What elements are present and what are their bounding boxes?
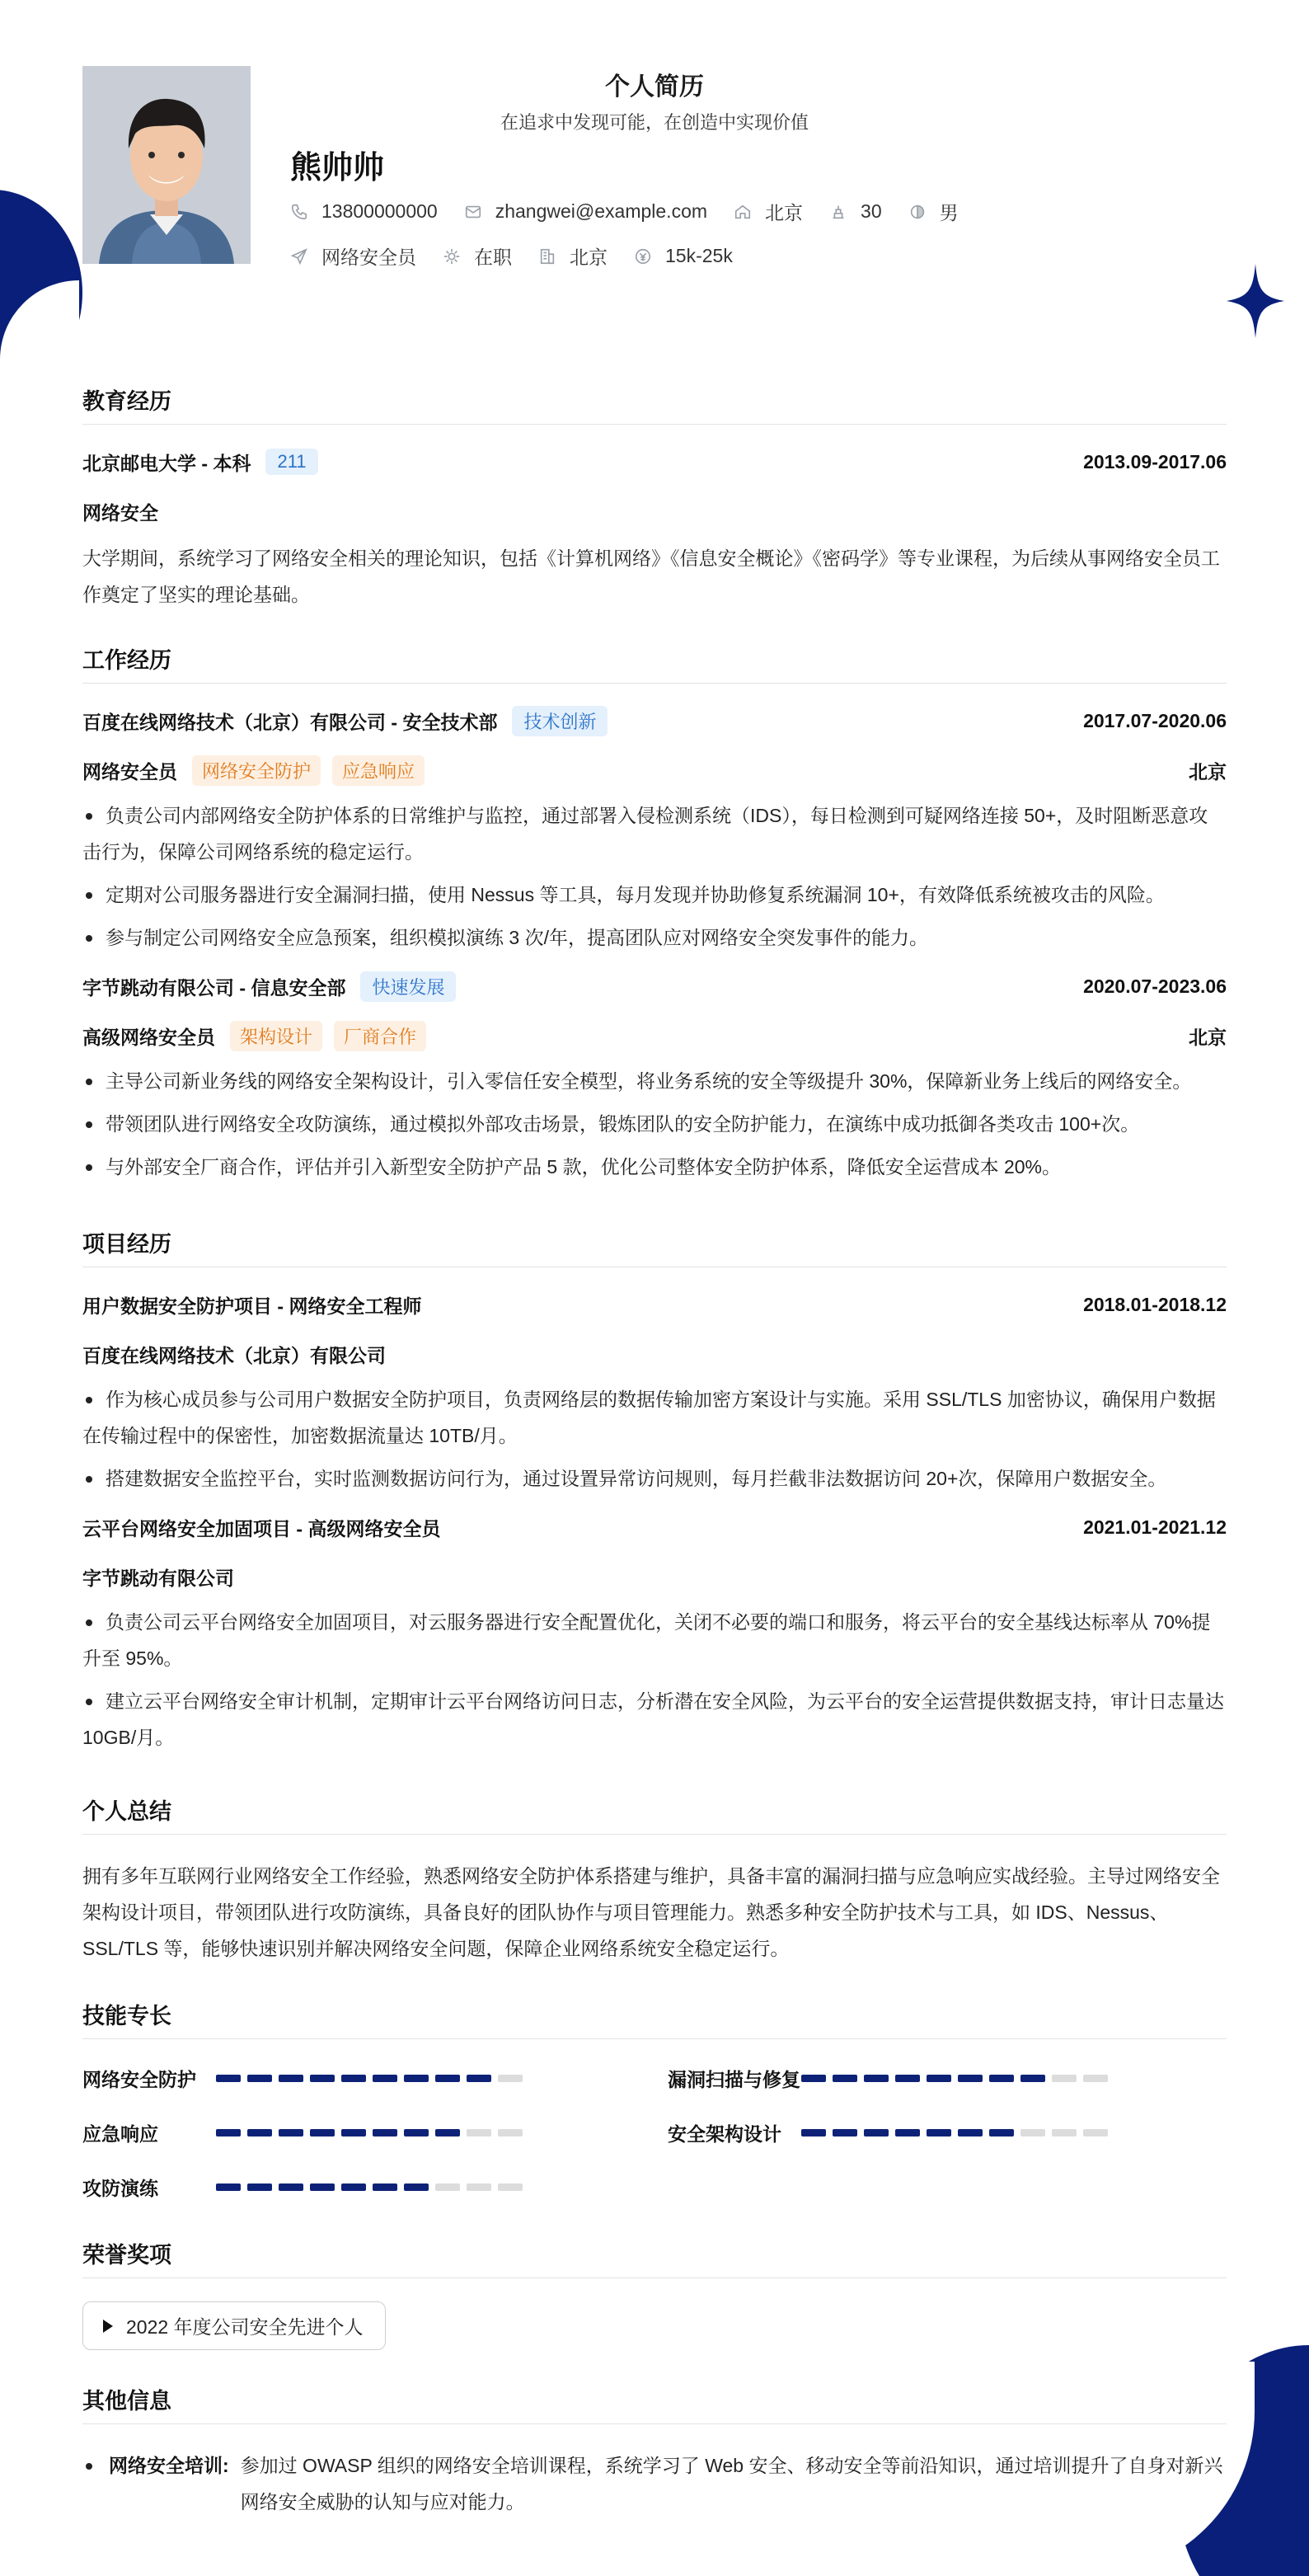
company-tag: 快速发展 [360,971,456,1002]
honors-section [82,2237,1227,2350]
list-item: 带领团队进行网络安全攻防演练，通过模拟外部攻击场景，锻炼团队的安全防护能力，在演练中成功抵御各类攻击 100+次。 [82,1106,1227,1142]
summary-title: 个人总结 [82,1793,1227,1835]
skill-level-segment [895,2075,920,2082]
skill-level-segment [341,2075,366,2082]
work-entry [82,972,1227,1185]
job-intent-row [290,242,759,270]
other-title: 其他信息 [82,2383,1227,2424]
project-bullets [82,1381,1227,1497]
work-bullets [82,797,1227,956]
city-text: 北京 [765,202,804,223]
skill-level-segment [1052,2129,1077,2136]
city-item [734,198,803,225]
age-item [829,200,882,223]
company-tag: 技术创新 [512,706,608,736]
skill-level-segment [467,2183,491,2191]
target-city-item [538,242,608,270]
skill-level-segment [895,2129,920,2136]
skill-level-segment [216,2075,241,2082]
work-role: 高级网络安全员 [82,1026,215,1048]
work-role-row [82,1022,1227,1050]
skill-level-segment [498,2129,523,2136]
award-text: 2022 年度公司安全先进个人 [126,2316,364,2338]
document-title: 个人简历 [605,73,704,101]
skill-name: 安全架构设计 [668,2122,781,2145]
skills-section [82,1998,1227,2202]
skill-level-segment [467,2129,491,2136]
skill-level-segment [216,2129,241,2136]
work-title: 工作经历 [82,642,1227,684]
project-company: 字节跳动有限公司 [82,1567,234,1589]
skill-level-segment [864,2129,889,2136]
skill-tag: 网络安全防护 [192,755,321,786]
status-icon [443,247,461,266]
skill-level-segment [435,2129,460,2136]
salary-text: 15k-25k [665,245,733,266]
play-triangle-icon [103,2320,113,2333]
gender-item [908,198,959,225]
mail-icon [464,203,482,221]
skill-item [82,2062,668,2094]
project-section [82,1226,1227,1756]
skill-tag: 厂商合作 [334,1021,426,1051]
email-item [464,200,707,223]
list-item: 建立云平台网络安全审计机制，定期审计云平台网络访问日志，分析潜在安全风险，为云平台的安全运营提供数据支持，审计日志量达 10GB/月。 [82,1683,1227,1756]
phone-text: 13800000000 [321,200,438,222]
work-role-row [82,756,1227,784]
skill-tag: 架构设计 [230,1021,322,1051]
project-entry [82,1513,1227,1756]
skill-level-segment [216,2183,241,2191]
work-entry-head [82,972,1227,1000]
skill-level-segment [1020,2075,1045,2082]
list-item: 搭建数据安全监控平台，实时监测数据访问行为，通过设置异常访问规则，每月拦截非法数据访问 20+次，保障用户数据安全。 [82,1460,1227,1497]
age-icon [829,203,847,221]
phone-icon [290,203,308,221]
skill-level-segment [404,2129,429,2136]
skill-level-segment [927,2075,951,2082]
skill-level-segment [279,2075,303,2082]
list-item: 主导公司新业务线的网络安全架构设计，引入零信任安全模型，将业务系统的安全等级提升 30%，保障新业务上线后的网络安全。 [82,1063,1227,1099]
resume-header [82,66,1227,338]
project-period: 2021.01-2021.12 [1083,1516,1227,1538]
project-company-row [82,1563,1227,1591]
education-major-row [82,497,1227,525]
position-text: 网络安全员 [321,247,416,268]
skill-name: 应急响应 [82,2122,158,2145]
other-item-value: 参加过 OWASP 组织的网络安全培训课程，系统学习了 Web 安全、移动安全等前沿知识，通过培训提升了自身对新兴网络安全威胁的认知与应对能力。 [240,2455,1223,2513]
skill-name: 网络安全防护 [82,2068,196,2090]
education-period: 2013.09-2017.06 [1083,450,1227,472]
skill-item [82,2171,668,2202]
work-company: 字节跳动有限公司 - 信息安全部 [82,976,346,999]
summary-text: 拥有多年互联网行业网络安全工作经验，熟悉网络安全防护体系搭建与维护，具备丰富的漏洞扫描与应急响应实战经验。主导过网络安全架构设计项目，带领团队进行攻防演练，具备良好的团队协作与项目管理能力。熟悉多种安全防护技术与工具，如 IDS、Nessus、SSL/TLS 等，能够快速识别并解决网络安全问题，保障企业网络系统安全稳定运行。 [82,1865,1220,1959]
skill-level-segment [989,2075,1014,2082]
skills-title: 技能专长 [82,1998,1227,2039]
work-period: 2017.07-2020.06 [1083,709,1227,731]
list-item: 与外部安全厂商合作，评估并引入新型安全防护产品 5 款，优化公司整体安全防护体系，降低安全运营成本 20%。 [82,1149,1227,1185]
skill-level-bar [216,2075,529,2082]
project-title: 项目经历 [82,1226,1227,1267]
project-entry-head [82,1290,1227,1319]
skill-level-bar [216,2129,529,2136]
skill-level-segment [958,2075,983,2082]
other-item [82,2447,1227,2520]
award-item[interactable] [82,2301,386,2350]
skill-level-segment [341,2129,366,2136]
work-entry [82,707,1227,956]
skill-level-segment [864,2075,889,2082]
project-company-row [82,1340,1227,1368]
skill-level-segment [404,2183,429,2191]
skill-level-segment [833,2129,857,2136]
skill-level-segment [1083,2129,1108,2136]
salary-item [634,245,733,267]
skill-level-segment [435,2183,460,2191]
candidate-name: 熊帅帅 [290,151,385,186]
other-item-key: 网络安全培训: [109,2455,229,2476]
skill-level-bar [801,2075,1114,2082]
project-entry [82,1290,1227,1497]
contact-row [290,198,985,225]
skill-level-segment [373,2129,397,2136]
skills-grid [82,2062,1227,2202]
skill-level-segment [435,2075,460,2082]
skill-level-segment [467,2075,491,2082]
work-entry-head [82,707,1227,735]
project-name: 云平台网络安全加固项目 - 高级网络安全员 [82,1517,441,1539]
skill-level-segment [989,2129,1014,2136]
send-icon [290,247,308,266]
document-subtitle: 在追求中发现可能，在创造中实现价值 [500,112,809,133]
skill-level-segment [498,2183,523,2191]
skill-level-segment [310,2129,335,2136]
skill-level-segment [373,2183,397,2191]
home-icon [734,203,752,221]
work-role: 网络安全员 [82,760,177,783]
project-bullets [82,1604,1227,1756]
honors-title: 荣誉奖项 [82,2237,1227,2278]
skill-level-segment [404,2075,429,2082]
list-item: 参与制定公司网络安全应急预案，组织模拟演练 3 次/年，提高团队应对网络安全突发事件的能力。 [82,919,1227,956]
position-item [290,242,416,270]
skill-level-segment [279,2183,303,2191]
list-item: 负责公司内部网络安全防护体系的日常维护与监控，通过部署入侵检测系统（IDS），每日检测到可疑网络连接 50+，及时阻断恶意攻击行为，保障公司网络系统的稳定运行。 [82,797,1227,870]
education-desc: 大学期间，系统学习了网络安全相关的理论知识，包括《计算机网络》《信息安全概论》《密码学》等专业课程，为后续从事网络安全员工作奠定了坚实的理论基础。 [82,548,1220,605]
school-name: 北京邮电大学 - 本科 [82,452,251,474]
skill-level-segment [310,2183,335,2191]
list-item: 作为核心成员参与公司用户数据安全防护项目，负责网络层的数据传输加密方案设计与实施。采用 SSL/TLS 加密协议，确保用户数据在传输过程中的保密性，加密数据流量达 10TB/月。 [82,1381,1227,1454]
project-company: 百度在线网络技术（北京）有限公司 [82,1344,386,1366]
list-item: 负责公司云平台网络安全加固项目，对云服务器进行安全配置优化，关闭不必要的端口和服务，将云平台的安全基线达标率从 70%提升至 95%。 [82,1604,1227,1676]
phone-item [290,200,438,223]
skill-level-segment [958,2129,983,2136]
status-item [443,242,512,270]
salary-icon [634,247,652,266]
work-location: 北京 [1189,760,1227,783]
skill-level-segment [927,2129,951,2136]
work-section [82,642,1227,1185]
work-company: 百度在线网络技术（北京）有限公司 - 安全技术部 [82,711,498,733]
skill-item [668,2117,1236,2148]
skill-level-segment [801,2129,826,2136]
project-period: 2018.01-2018.12 [1083,1293,1227,1315]
age-text: 30 [861,200,882,222]
skill-tag: 应急响应 [332,755,425,786]
gender-text: 男 [939,202,959,223]
skill-level-segment [279,2129,303,2136]
education-title: 教育经历 [82,383,1227,425]
gender-icon [908,203,927,221]
skill-name: 攻防演练 [82,2177,158,2199]
skill-level-segment [1020,2129,1045,2136]
status-text: 在职 [474,247,512,268]
other-section [82,2383,1227,2520]
skill-level-bar [216,2183,529,2191]
skill-level-segment [247,2129,272,2136]
skill-level-segment [341,2183,366,2191]
skill-name: 漏洞扫描与修复 [668,2068,800,2090]
skill-item [668,2062,1236,2094]
skill-level-segment [373,2075,397,2082]
email-text: zhangwei@example.com [495,200,708,222]
skill-level-segment [1083,2075,1108,2082]
skill-level-segment [833,2075,857,2082]
list-item: 定期对公司服务器进行安全漏洞扫描，使用 Nessus 等工具，每月发现并协助修复系统漏洞 10+，有效降低系统被攻击的风险。 [82,877,1227,913]
summary-section [82,1793,1227,1967]
skill-level-segment [498,2075,523,2082]
skill-level-segment [247,2075,272,2082]
skill-level-bar [801,2129,1114,2136]
education-section [82,383,1227,613]
education-entry-head [82,448,1227,476]
target-city-text: 北京 [570,247,608,268]
work-bullets [82,1063,1227,1185]
work-period: 2020.07-2023.06 [1083,975,1227,997]
work-location: 北京 [1189,1026,1227,1048]
skill-level-segment [801,2075,826,2082]
education-major: 网络安全 [82,501,158,524]
project-entry-head [82,1513,1227,1541]
building-icon [538,247,556,266]
project-name: 用户数据安全防护项目 - 网络安全工程师 [82,1295,422,1317]
skill-item [82,2117,668,2148]
skill-level-segment [310,2075,335,2082]
skill-level-segment [247,2183,272,2191]
skill-level-segment [1052,2075,1077,2082]
school-tag: 211 [265,449,317,475]
